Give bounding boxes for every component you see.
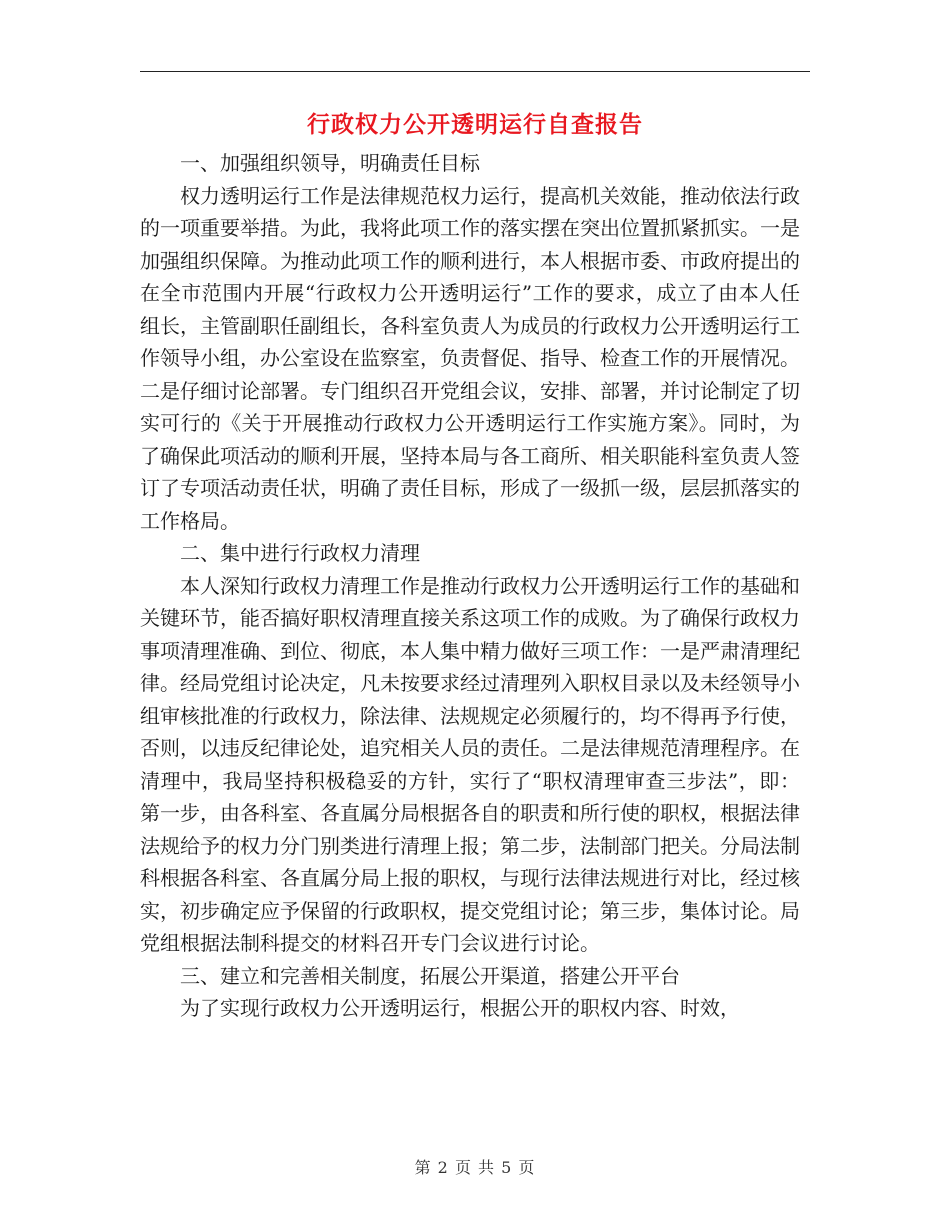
section-heading-1: 一、加强组织领导，明确责任目标 [180,151,480,175]
body-paragraph-2: 本人深知行政权力清理工作是推动行政权力公开透明运行工作的基础和关键环节，能否搞好职权清理直接关系这项工作的成败。为了确保行政权力事项清理准确、到位、彻底，本人集中精力做好三项工作：一是严肃清理纪律。经局党组讨论决定，凡未按要求经过清理列入职权目录以及未经领导小组审核批准的行政权力，除法律、法规规定必须履行的，均不得再予行使，否则，以违反纪律论处，追究相关人员的责任。二是法律规范清理程序。在清理中，我局坚持积极稳妥的方针，实行了“职权清理审查三步法”，即：第一步，由各科室、各直属分局根据各自的职责和所行使的职权，根据法律法规给予的权力分门别类进行清理上报；第二步，法制部门把关。分局法制科根据各科室、各直属分局上报的职权，与现行法律法规进行对比，经过核实，初步确定应予保留的行政职权，提交党组讨论；第三步，集体讨论。局党组根据法制科提交的材料召开专门会议进行讨论。 [140,573,800,955]
document-body [140,147,800,1025]
document-title: 行政权力公开透明运行自查报告 [307,111,643,138]
body-paragraph-1: 权力透明运行工作是法律规范权力运行，提高机关效能，推动依法行政的一项重要举措。为此，我将此项工作的落实摆在突出位置抓紧抓实。一是加强组织保障。为推动此项工作的顺利进行，本人根据市委、市政府提出的在全市范围内开展“行政权力公开透明运行”工作的要求，成立了由本人任组长，主管副职任副组长，各科室负责人为成员的行政权力公开透明运行工作领导小组，办公室设在监察室，负责督促、指导、检查工作的开展情况。二是仔细讨论部署。专门组织召开党组会议，安排、部署，并讨论制定了切实可行的《关于开展推动行政权力公开透明运行工作实施方案》。同时，为了确保此项活动的顺利开展，坚持本局与各工商所、相关职能科室负责人签订了专项活动责任状，明确了责任目标，形成了一级抓一级，层层抓落实的工作格局。 [140,183,800,533]
header-rule [140,71,810,72]
body-paragraph-3: 为了实现行政权力公开透明运行，根据公开的职权内容、时效， [180,996,740,1020]
section-heading-2: 二、集中进行行政权力清理 [180,541,420,565]
section-heading-3: 三、建立和完善相关制度，拓展公开渠道，搭建公开平台 [180,963,680,988]
page-number: 第 2 页 共 5 页 [414,1158,536,1177]
